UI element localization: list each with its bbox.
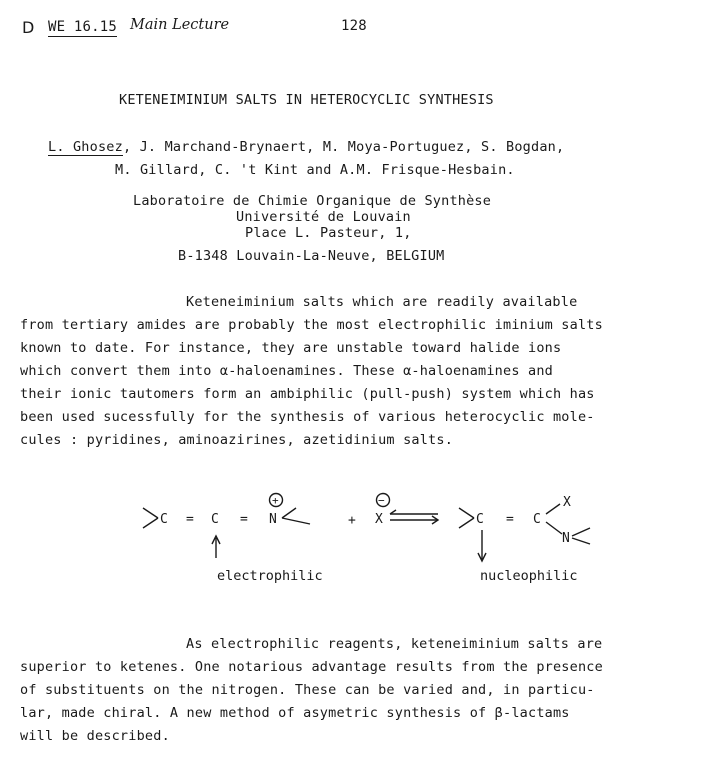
paragraph-2-line: of substituents on the nitrogen. These can be varied and, in particu- xyxy=(20,682,595,698)
paragraph-1-line: their ionic tautomers form an ambiphilic (pull-push) system which has xyxy=(20,386,595,402)
abstract-paragraph-1 xyxy=(20,294,700,455)
atom-c3: C xyxy=(476,512,484,527)
plus-sign: + xyxy=(348,513,356,528)
session-code: WE 16.15 xyxy=(48,19,118,35)
double-bond-2: = xyxy=(240,512,248,527)
lecture-type: Main Lecture xyxy=(130,17,230,33)
equilibrium-arrow xyxy=(390,510,438,524)
paragraph-2-line: will be described. xyxy=(20,728,170,744)
substituent-x: X xyxy=(563,495,571,510)
paragraph-1-line: known to date. For instance, they are unstable toward halide ions xyxy=(20,340,562,356)
keteneiminium-structure xyxy=(143,494,310,559)
paragraph-1-line: been used sucessfully for the synthesis of various heterocyclic mole- xyxy=(20,409,595,425)
page-number: 128 xyxy=(341,18,367,34)
atom-c4: C xyxy=(533,512,541,527)
presenting-author: L. Ghosez xyxy=(48,139,123,155)
paper-title: KETENEIMINIUM SALTS IN HETEROCYCLIC SYNTHESIS xyxy=(119,92,494,108)
authors-continued: , J. Marchand-Brynaert, M. Moya-Portuguez, S. Bogdan, xyxy=(122,139,565,155)
reaction-scheme xyxy=(0,480,704,590)
affiliation-university: Université de Louvain xyxy=(236,209,411,225)
paragraph-1-line: which convert them into α-haloenamines. These α-haloenamines and xyxy=(20,363,553,379)
double-bond-1: = xyxy=(186,512,194,527)
halide-atom: X xyxy=(375,512,383,527)
atom-c2: C xyxy=(211,512,219,527)
label-nucleophilic: nucleophilic xyxy=(480,568,578,584)
affiliation-lab: Laboratoire de Chimie Organique de Synthèse xyxy=(133,193,492,209)
paragraph-2-line: lar, made chiral. A new method of asymetric synthesis of β-lactams xyxy=(20,705,570,721)
paragraph-1-line: from tertiary amides are probably the most electrophilic iminium salts xyxy=(20,317,603,333)
paragraph-1-line: cules : pyridines, aminoazirines, azetidinium salts. xyxy=(20,432,454,448)
double-bond-3: = xyxy=(506,512,514,527)
label-electrophilic: electrophilic xyxy=(217,568,323,584)
atom-c1: C xyxy=(160,512,168,527)
positive-charge: + xyxy=(272,494,279,507)
paragraph-1-line: Keteneiminium salts which are readily available xyxy=(186,294,578,310)
paragraph-2-line: As electrophilic reagents, keteneiminium salts are xyxy=(186,636,603,652)
authors-line-1 xyxy=(48,139,564,155)
affiliation-city: B-1348 Louvain-La-Neuve, BELGIUM xyxy=(178,248,445,264)
negative-charge: − xyxy=(378,494,385,507)
paragraph-2-line: superior to ketenes. One notarious advantage results from the presence xyxy=(20,659,603,675)
atom-n1: N xyxy=(269,512,277,527)
header-letter: D xyxy=(22,18,35,37)
atom-n2: N xyxy=(562,531,570,546)
authors-line-2: M. Gillard, C. 't Kint and A.M. Frisque-Hesbain. xyxy=(115,162,515,178)
abstract-paragraph-2 xyxy=(20,636,700,751)
affiliation-street: Place L. Pasteur, 1, xyxy=(245,225,412,241)
